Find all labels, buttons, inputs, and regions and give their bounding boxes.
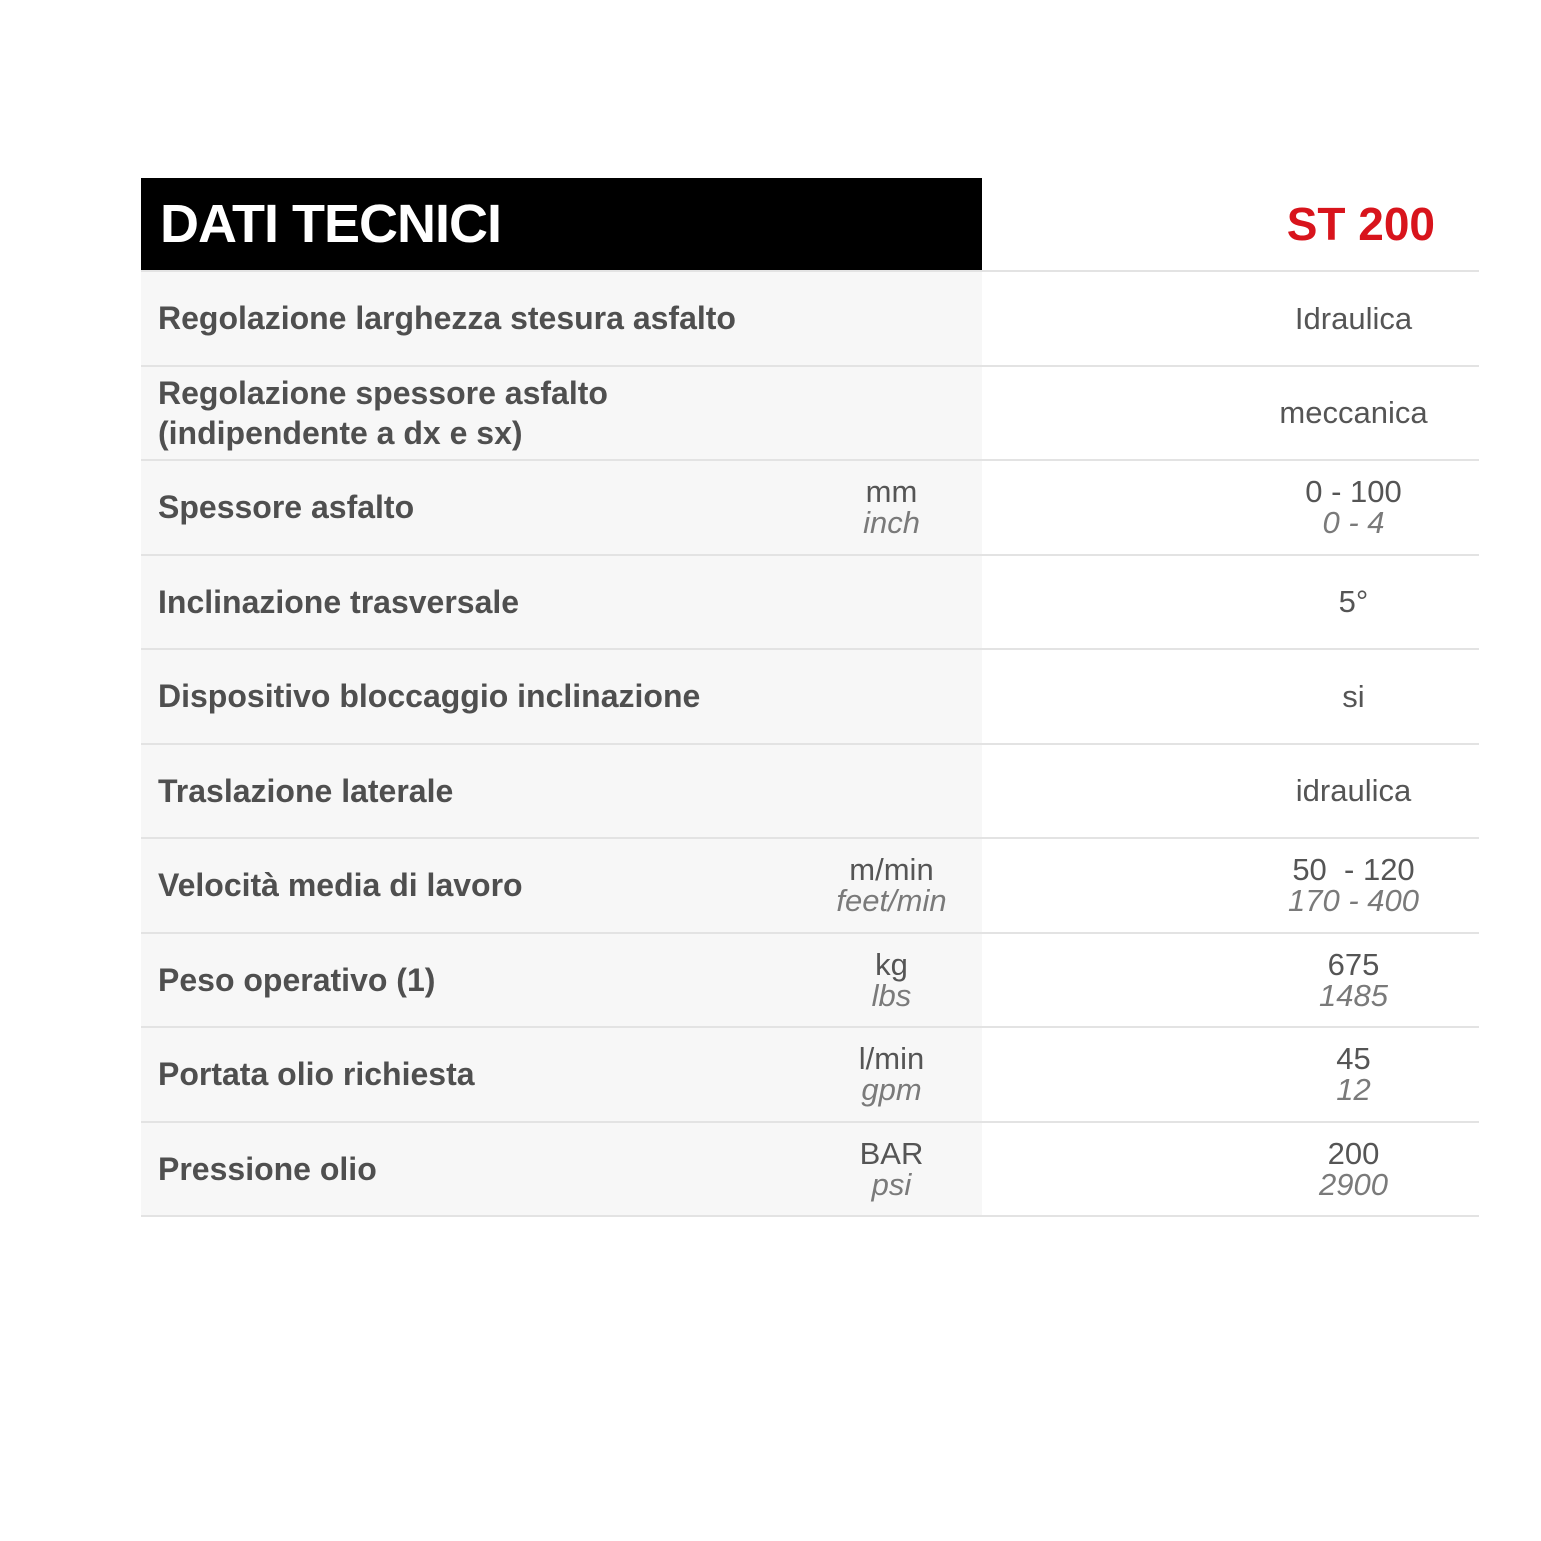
table-row bbox=[141, 1123, 1479, 1218]
table-row bbox=[141, 934, 1479, 1029]
spec-label: Peso operativo (1) bbox=[158, 961, 436, 998]
spec-value: Idraulica bbox=[1294, 300, 1413, 336]
spec-value: 675 1485 bbox=[1319, 946, 1388, 1013]
table-row bbox=[141, 839, 1479, 934]
spec-unit: l/min gpm bbox=[858, 1041, 925, 1108]
spec-value: 0 - 100 0 - 4 bbox=[1305, 474, 1402, 541]
spec-value: 5° bbox=[1338, 584, 1369, 620]
table-row bbox=[141, 1028, 1479, 1123]
spec-label: Pressione olio bbox=[158, 1150, 377, 1187]
spec-value: 200 2900 bbox=[1319, 1135, 1388, 1202]
spec-label: Velocità media di lavoro bbox=[158, 867, 523, 904]
spec-label: Spessore asfalto bbox=[158, 489, 415, 526]
spec-unit: mm inch bbox=[863, 474, 920, 541]
spec-label: Inclinazione trasversale bbox=[158, 583, 520, 620]
header-title-box bbox=[141, 178, 982, 270]
spec-unit: BAR psi bbox=[859, 1135, 924, 1202]
table-row bbox=[141, 461, 1479, 556]
table-row bbox=[141, 367, 1479, 462]
spec-label: Regolazione spessore asfalto (indipendente a dx e sx) bbox=[158, 374, 608, 451]
table-header bbox=[141, 178, 1479, 272]
table-row bbox=[141, 650, 1479, 745]
spec-label: Traslazione laterale bbox=[158, 772, 454, 809]
spec-label: Dispositivo bloccaggio inclinazione bbox=[158, 678, 701, 715]
spec-value: meccanica bbox=[1279, 395, 1428, 431]
spec-value: 50 - 120 170 - 400 bbox=[1288, 852, 1419, 919]
spec-value: si bbox=[1342, 678, 1365, 714]
model-name: ST 200 bbox=[1286, 198, 1435, 250]
spec-value: 45 12 bbox=[1336, 1041, 1371, 1108]
spec-unit: m/min feet/min bbox=[836, 852, 947, 919]
table-row bbox=[141, 745, 1479, 840]
table-row bbox=[141, 556, 1479, 651]
table-row bbox=[141, 272, 1479, 367]
spec-label: Regolazione larghezza stesura asfalto bbox=[158, 300, 736, 337]
header-model-box bbox=[982, 178, 1479, 270]
spec-unit: kg lbs bbox=[871, 946, 912, 1013]
spec-value: idraulica bbox=[1295, 773, 1412, 809]
technical-data-table bbox=[141, 178, 1479, 1217]
page-title: DATI TECNICI bbox=[160, 194, 501, 254]
spec-label: Portata olio richiesta bbox=[158, 1056, 475, 1093]
